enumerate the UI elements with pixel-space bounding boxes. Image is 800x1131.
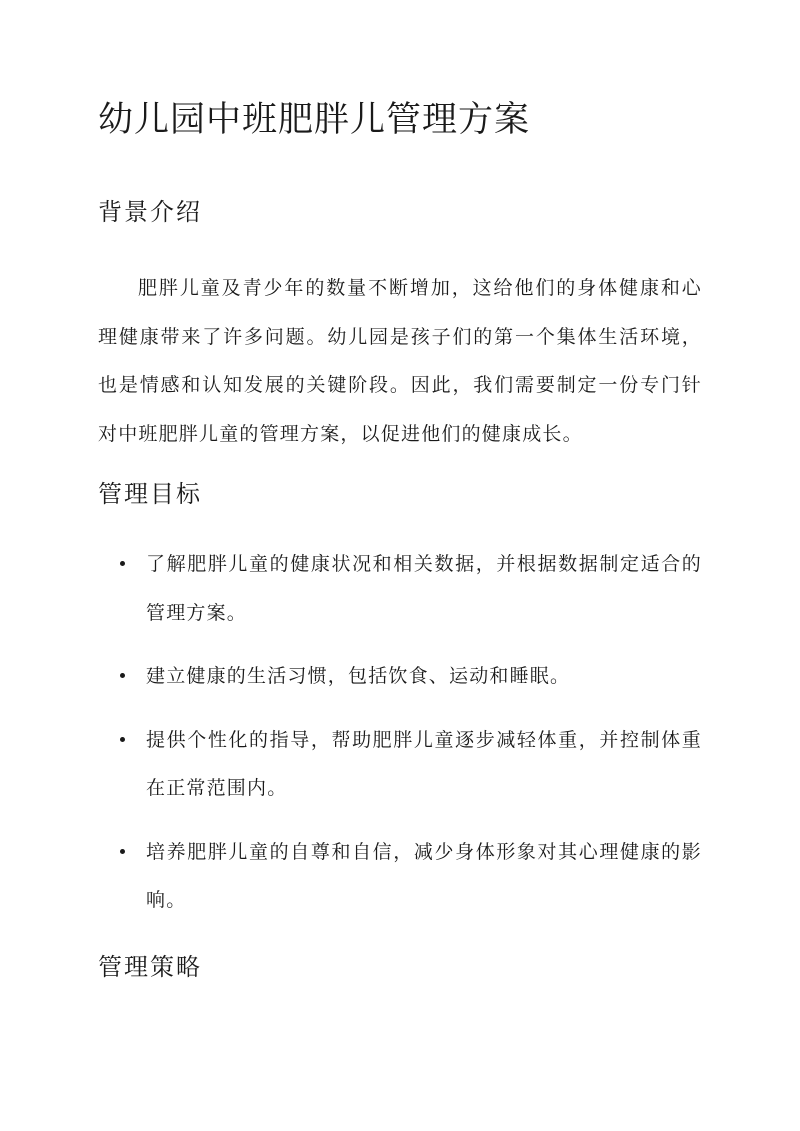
list-item: [98, 540, 702, 637]
bullet-icon: [120, 849, 125, 854]
list-item: [98, 828, 702, 925]
bullet-icon: [120, 673, 125, 678]
list-item-text: 提供个性化的指导，帮助肥胖儿童逐步减轻体重，并控制体重在正常范围内。: [146, 728, 702, 799]
bullet-icon: [120, 561, 125, 566]
list-item: [98, 716, 702, 813]
list-item-text: 建立健康的生活习惯，包括饮食、运动和睡眠。: [146, 665, 571, 687]
document-title: 幼儿园中班肥胖儿管理方案: [98, 100, 531, 140]
section-heading-background: 背景介绍: [98, 198, 202, 226]
background-paragraph: 肥胖儿童及青少年的数量不断增加，这给他们的身体健康和心理健康带来了许多问题。幼儿园是孩子们的第一个集体生活环境，也是情感和认知发展的关键阶段。因此，我们需要制定一份专门针对中班肥胖儿童的管理方案，以促进他们的健康成长。: [98, 277, 702, 445]
bullet-icon: [120, 737, 125, 742]
list-item: [98, 652, 702, 701]
list-item-text: 了解肥胖儿童的健康状况和相关数据，并根据数据制定适合的管理方案。: [146, 553, 702, 624]
goals-list: [98, 540, 702, 925]
section-heading-goals: 管理目标: [98, 480, 202, 508]
section-heading-strategy: 管理策略: [98, 953, 202, 981]
list-item-text: 培养肥胖儿童的自尊和自信，减少身体形象对其心理健康的影响。: [146, 840, 702, 911]
